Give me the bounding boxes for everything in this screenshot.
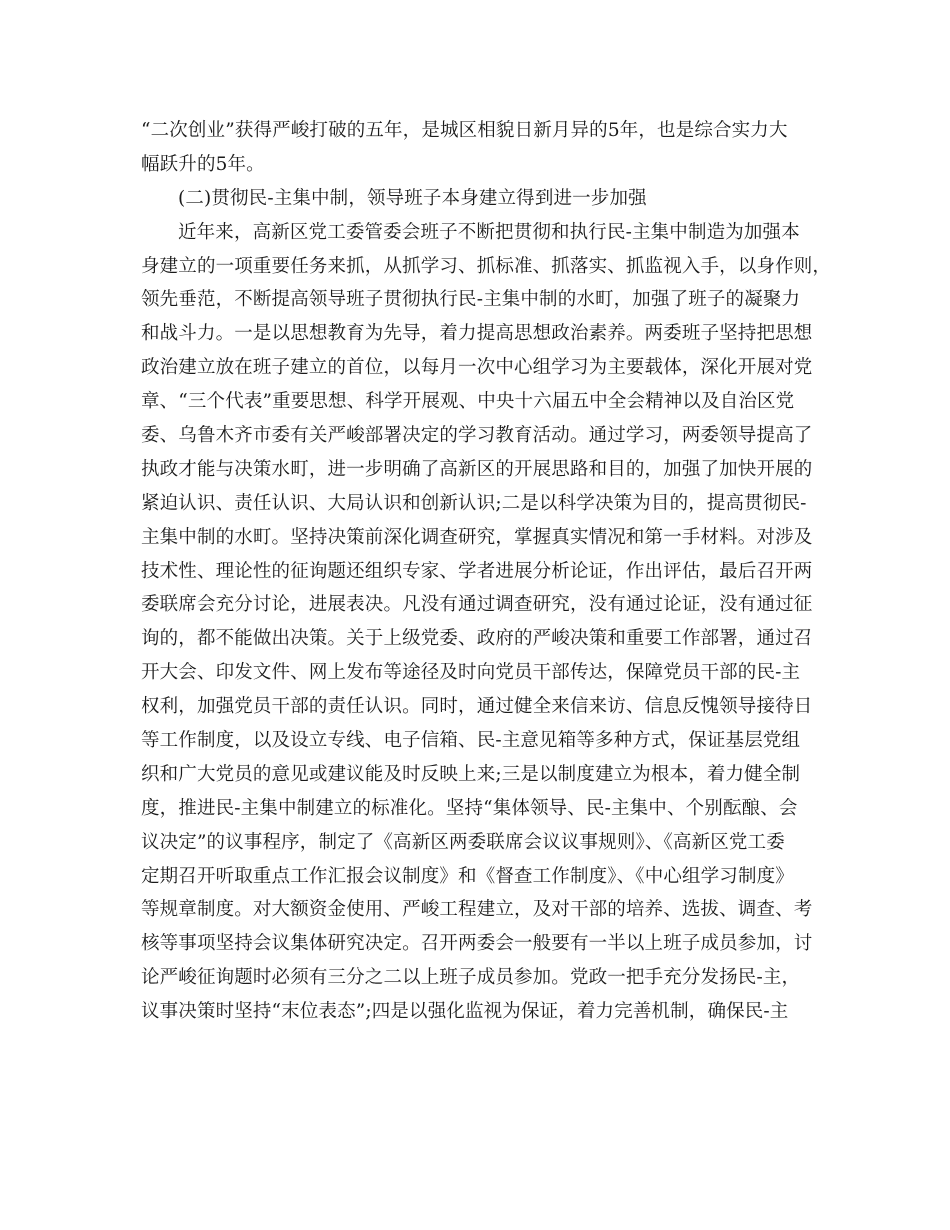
body-text-line: 紧迫认识、责任认识、大局认识和创新认识;二是以科学决策为目的，提高贯彻民- [141,492,807,514]
body-text-line: 等规章制度。对大额资金使用、严峻工程建立，及对干部的培养、选拔、调查、考 [141,899,813,921]
body-text-line: 委联席会充分讨论，进展表决。凡没有通过调查研究，没有通过论证，没有通过征 [141,594,813,616]
body-text-line: 权利，加强党员干部的责任认识。同时，通过健全来信来访、信息反愧领导接待日 [141,696,813,718]
body-text-line: 等工作制度，以及设立专线、电子信箱、民-主意见箱等多种方式，保证基层党组 [141,730,801,752]
body-text-line: 主集中制的水町。坚持决策前深化调查研究，掌握真实情况和第一手材料。对涉及 [141,526,813,548]
body-text-line: 身建立的一项重要任务来抓，从抓学习、抓标准、抓落实、抓监视入手，以身作则， [141,255,832,277]
document-body [141,114,832,1029]
body-text-line: 议事决策时坚持“末位表态”;四是以强化监视为保证，着力完善机制，确保民-主 [141,1001,789,1023]
body-text-line: 技术性、理论性的征询题还组织专家、学者进展分析论证，作出评估，最后召开两 [141,560,813,582]
body-text-line: 领先垂范，不断提高领导班子贯彻执行民-主集中制的水町，加强了班子的凝聚力 [141,289,801,311]
body-text-line: 和战斗力。一是以思想教育为先导，着力提高思想政治素养。两委班子坚持把思想 [141,323,813,345]
body-text-line: 度，推进民-主集中制建立的标准化。坚持“集体领导、民-主集中、个别酝酿、会 [141,797,798,819]
body-text-line: 论严峻征询题时必须有三分之二以上班子成员参加。党政一把手充分发扬民-主， [141,967,801,989]
body-text-line: 核等事项坚持会议集体研究决定。召开两委会一般要有一半以上班子成员参加，讨 [141,933,813,955]
body-text-line: 章、“三个代表”重要思想、科学开展观、中央十六届五中全会精神以及自治区党 [141,391,795,413]
body-text-line: 政治建立放在班子建立的首位，以每月一次中心组学习为主要载体，深化开展对党 [141,357,813,379]
body-text-line: 近年来，高新区党工委管委会班子不断把贯彻和执行民-主集中制造为加强本 [178,221,800,243]
body-text-line: 定期召开听取重点工作汇报会议制度》和《督查工作制度》、《中心组学习制度》 [141,865,794,887]
body-text-line: 议决定”的议事程序，制定了《高新区两委联席会议议事规则》、《高新区党工委 [141,831,785,853]
body-text-line: 委、乌鲁木齐市委有关严峻部署决定的学习教育活动。通过学习，两委领导提高了 [141,425,813,447]
body-text-line: “二次创业”获得严峻打破的五年，是城区相貌日新月异的5年，也是综合实力大 [141,120,788,141]
body-text-line: 开大会、印发文件、网上发布等途径及时向党员干部传达，保障党员干部的民-主 [141,662,801,684]
body-text-line: 执政才能与决策水町，进一步明确了高新区的开展思路和目的，加强了加快开展的 [141,458,813,480]
body-text-line: 询的，都不能做出决策。关于上级党委、政府的严峻决策和重要工作部署，通过召 [141,628,813,650]
body-text-line: 织和广大党员的意见或建议能及时反映上来;三是以制度建立为根本，着力健全制 [141,763,801,785]
body-text-line: (二)贯彻民-主集中制，领导班子本身建立得到进一步加强 [178,187,647,209]
body-text-line: 幅跃升的5年。 [141,153,265,175]
